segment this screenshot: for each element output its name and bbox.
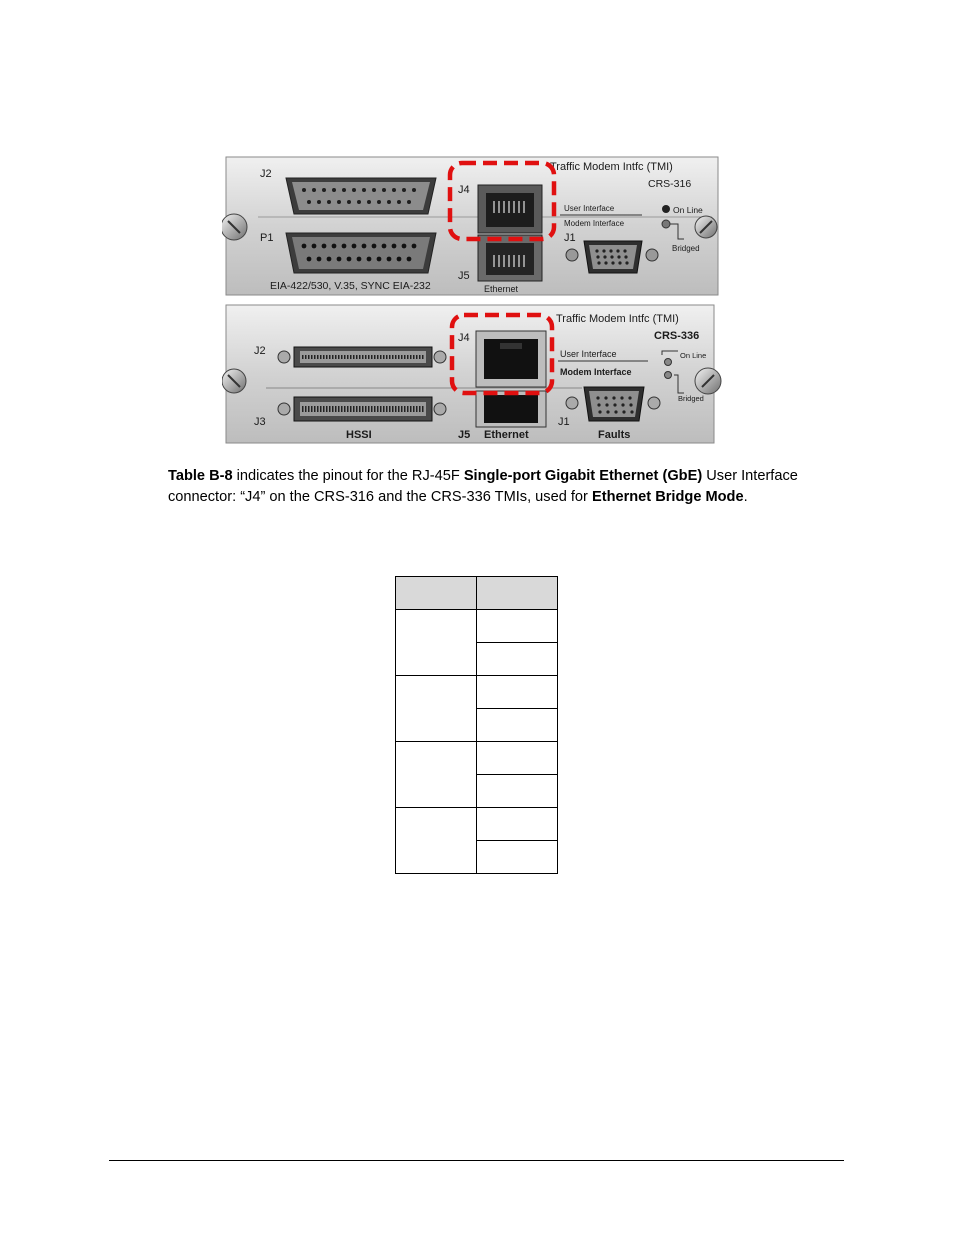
caption-period: . (743, 489, 748, 505)
bottom-online-led-icon (665, 359, 672, 366)
top-interfaces-label: EIA-422/530, V.35, SYNC EIA-232 (270, 280, 431, 292)
bottom-user-interface-label: User Interface (560, 349, 617, 359)
bottom-j2-label: J2 (254, 345, 266, 357)
caption-gbe: Single-port Gigabit Ethernet (GbE) (463, 468, 703, 484)
top-bridged-label: Bridged (672, 244, 700, 253)
table-row (396, 676, 558, 709)
table-header-cell-2 (477, 577, 558, 610)
table-cell (477, 841, 558, 874)
top-model: CRS-316 (648, 178, 692, 190)
bottom-ethernet-label: Ethernet (484, 429, 529, 441)
bottom-j5-label: J5 (458, 429, 471, 441)
table-cell (477, 808, 558, 841)
online-led-icon (662, 205, 670, 213)
bottom-j4-label: J4 (458, 332, 470, 344)
table-group-cell-1 (396, 610, 477, 676)
table-cell (477, 709, 558, 742)
table-group-cell-4 (396, 808, 477, 874)
table-cell (477, 643, 558, 676)
table-cell (477, 775, 558, 808)
bottom-faults-label: Faults (598, 429, 631, 441)
bottom-bridged-label: Bridged (678, 394, 704, 403)
p1-db25-connector (286, 233, 436, 273)
table-cell (477, 610, 558, 643)
table-group-cell-3 (396, 742, 477, 808)
table-caption-paragraph (168, 466, 848, 508)
bottom-modem-interface-label: Modem Interface (560, 367, 632, 377)
bottom-bridged-led-icon (665, 372, 672, 379)
top-title: Traffic Modem Intfc (TMI) (550, 161, 673, 173)
table-row (396, 808, 558, 841)
pinout-table (395, 576, 558, 874)
top-j5-label: J5 (458, 270, 470, 282)
bottom-j3-hssi-connector (278, 397, 446, 421)
table-group-cell-2 (396, 676, 477, 742)
crs-316-panel (222, 157, 718, 295)
bottom-j2-connector (278, 347, 446, 367)
bottom-online-label: On Line (680, 351, 707, 360)
caption-table-ref: Table B-8 (168, 468, 233, 484)
top-online-label: On Line (673, 205, 703, 215)
caption-text-2: User Interface connector: “J4” on the CRS-316 and the CRS-336 TMIs, used for (168, 468, 798, 505)
footer-divider (109, 1160, 844, 1161)
top-j1-label: J1 (564, 232, 576, 244)
bottom-j4-rj45-connector (476, 331, 546, 387)
top-j2-label: J2 (260, 168, 272, 180)
top-j4-label: J4 (458, 184, 470, 196)
bottom-model: CRS-336 (654, 330, 700, 342)
j2-db25-connector (286, 178, 436, 214)
crs-tmi-panels-photo (222, 155, 722, 445)
j5-rj45-connector (478, 235, 542, 281)
top-ethernet-label: Ethernet (484, 284, 519, 294)
j4-rj45-connector (478, 185, 542, 233)
table-cell (477, 676, 558, 709)
bottom-j3-label: J3 (254, 416, 266, 428)
bottom-title: Traffic Modem Intfc (TMI) (556, 313, 679, 325)
table-row (396, 610, 558, 643)
bottom-hssi-label: HSSI (346, 429, 372, 441)
crs-336-panel (222, 305, 721, 443)
caption-bridge-mode: Ethernet Bridge Mode (591, 489, 744, 505)
table-row (396, 742, 558, 775)
bottom-j5-rj45-connector (476, 391, 546, 427)
caption-text-1: indicates the pinout for the RJ-45F (232, 468, 464, 484)
bridged-led-icon (662, 220, 670, 228)
table-cell (477, 742, 558, 775)
top-user-interface-label: User Interface (564, 204, 615, 213)
top-p1-label: P1 (260, 232, 274, 244)
top-modem-interface-label: Modem Interface (564, 219, 625, 228)
table-header-row (396, 577, 558, 610)
table-header-cell-1 (396, 577, 477, 610)
bottom-j1-label: J1 (558, 416, 570, 428)
